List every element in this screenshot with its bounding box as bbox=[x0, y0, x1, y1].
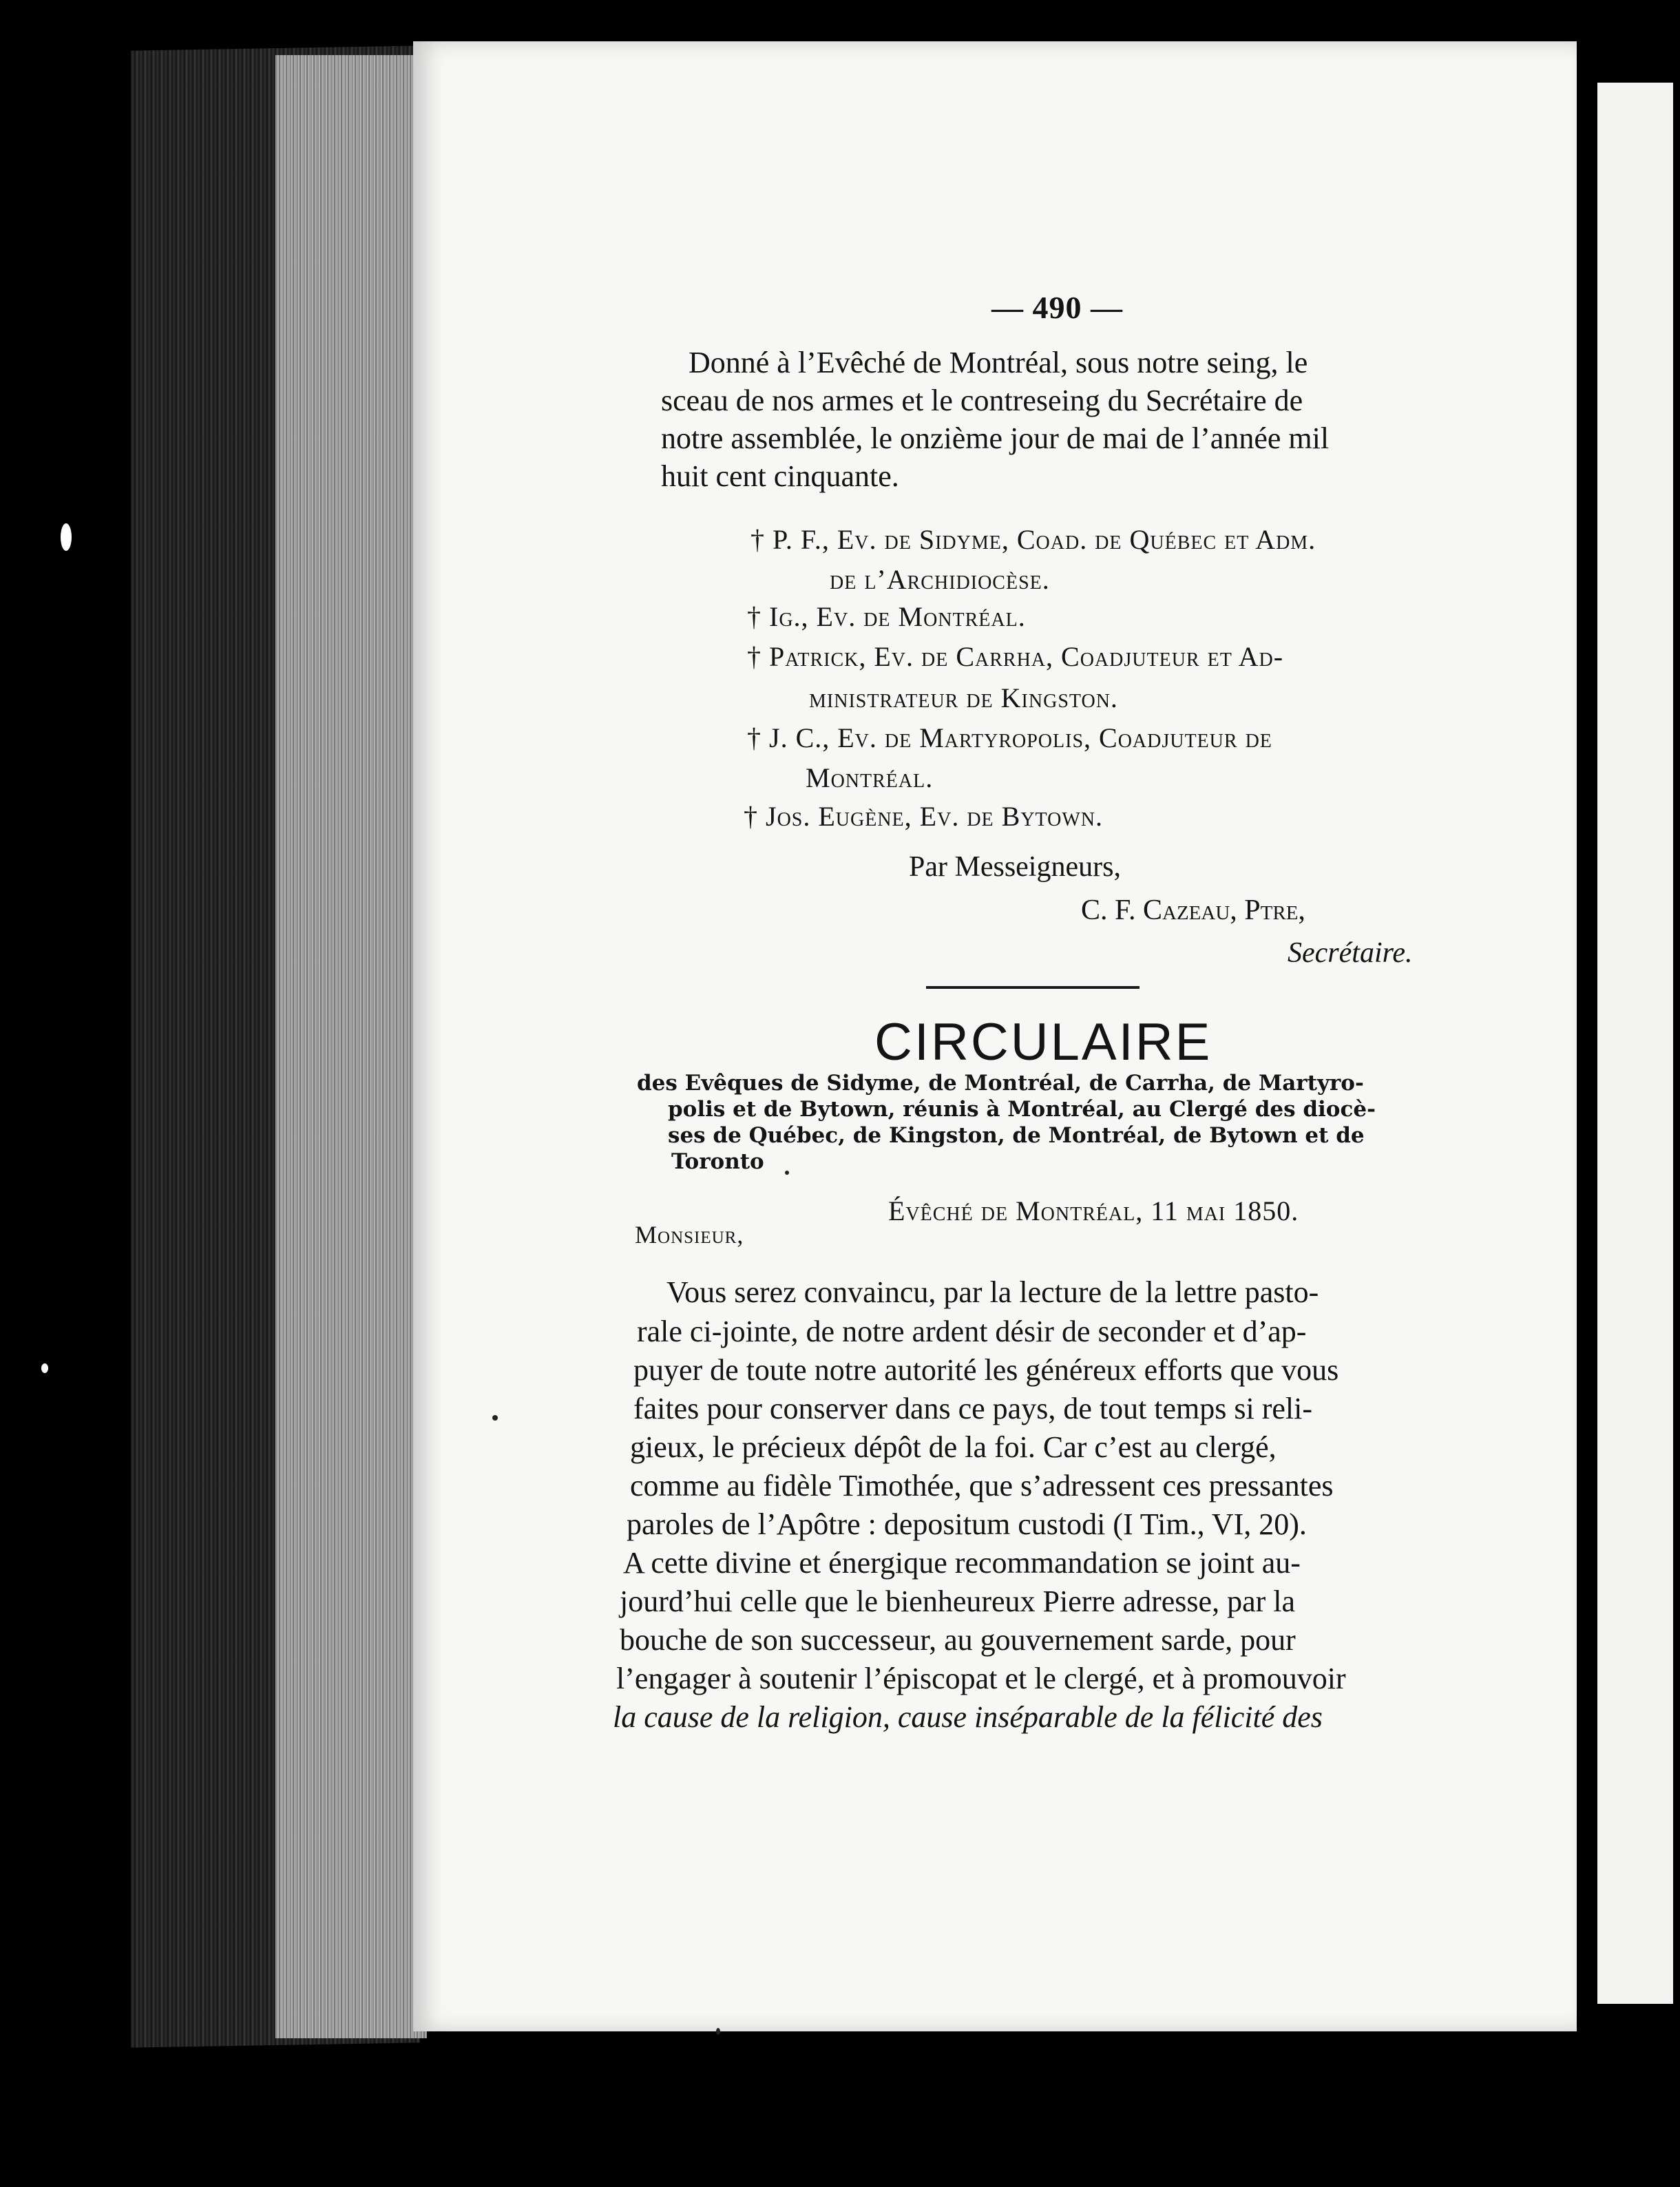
body-line-4: faites pour conserver dans ce pays, de tout temps si reli- bbox=[633, 1392, 1313, 1425]
body-line-3: puyer de toute notre autorité les généreux efforts que vous bbox=[633, 1353, 1339, 1387]
body-line-12: la cause de la religion, cause inséparable de la félicité des bbox=[613, 1700, 1323, 1734]
subheading-line-2: polis et de Bytown, réunis à Montréal, au Clergé des diocè- bbox=[668, 1097, 1376, 1122]
body-line-11: l’engager à soutenir l’épiscopat et le clergé, et à promouvoir bbox=[616, 1662, 1346, 1695]
scan-speck bbox=[492, 1415, 498, 1421]
opening-line-2: sceau de nos armes et le contreseing du Secrétaire de bbox=[661, 384, 1303, 417]
closing-name: C. F. Cazeau, Ptre, bbox=[1081, 894, 1305, 926]
signature-line-3: † Ig., Ev. de Montréal. bbox=[747, 601, 1026, 632]
subheading-line-1: des Evêques de Sidyme, de Montréal, de Carrha, de Martyro- bbox=[637, 1071, 1364, 1096]
signature-line-1: † P. F., Ev. de Sidyme, Coad. de Québec et Adm. bbox=[750, 524, 1316, 555]
scan-speck bbox=[785, 1171, 789, 1175]
signature-line-8: † Jos. Eugène, Ev. de Bytown. bbox=[744, 801, 1104, 832]
body-line-1: Vous serez convaincu, par la lecture de la lettre pasto- bbox=[666, 1275, 1319, 1309]
body-line-5: gieux, le précieux dépôt de la foi. Car c’est au clergé, bbox=[630, 1430, 1277, 1464]
body-line-7: paroles de l’Apôtre : depositum custodi (I Tim., VI, 20). bbox=[627, 1507, 1307, 1541]
scan-speck bbox=[716, 2028, 720, 2035]
subheading-line-4: Toronto bbox=[671, 1149, 764, 1174]
opening-line-3: notre assemblée, le onzième jour de mai de l’année mil bbox=[661, 421, 1330, 455]
body-line-10: bouche de son successeur, au gouvernement sarde, pour bbox=[620, 1623, 1296, 1657]
dateline: Évêché de Montréal, 11 mai 1850. bbox=[888, 1195, 1299, 1226]
signature-line-4: † Patrick, Ev. de Carrha, Coadjuteur et Ad- bbox=[747, 641, 1284, 672]
page-number: — 490 — bbox=[991, 290, 1123, 325]
section-divider bbox=[926, 986, 1140, 989]
scan-speck bbox=[61, 523, 72, 551]
body-line-9: jourd’hui celle que le bienheureux Pierre adresse, par la bbox=[620, 1584, 1296, 1618]
opening-line-1: Donné à l’Evêché de Montréal, sous notre seing, le bbox=[689, 346, 1308, 379]
closing-par: Par Messeigneurs, bbox=[909, 851, 1121, 883]
salutation: Monsieur, bbox=[635, 1221, 744, 1248]
signature-line-6: † J. C., Ev. de Martyropolis, Coadjuteur de bbox=[747, 722, 1272, 753]
adjacent-page-sliver bbox=[1597, 83, 1673, 2004]
closing-title: Secrétaire. bbox=[1288, 937, 1413, 969]
scan-speck bbox=[41, 1363, 48, 1373]
signature-line-7: Montréal. bbox=[806, 762, 934, 793]
signature-line-5: ministrateur de Kingston. bbox=[809, 682, 1118, 713]
opening-line-4: huit cent cinquante. bbox=[661, 459, 899, 493]
subheading-line-3: ses de Québec, de Kingston, de Montréal, de Bytown et de bbox=[668, 1123, 1365, 1148]
body-line-8: A cette divine et énergique recommandation se joint au- bbox=[623, 1546, 1301, 1580]
book-page-edges-highlight bbox=[275, 55, 427, 2038]
signature-line-2: de l’Archidiocèse. bbox=[830, 564, 1050, 595]
section-heading: CIRCULAIRE bbox=[874, 1013, 1212, 1071]
body-line-6: comme au fidèle Timothée, que s’adressent ces pressantes bbox=[630, 1469, 1334, 1503]
body-line-2: rale ci-jointe, de notre ardent désir de seconder et d’ap- bbox=[637, 1315, 1307, 1348]
